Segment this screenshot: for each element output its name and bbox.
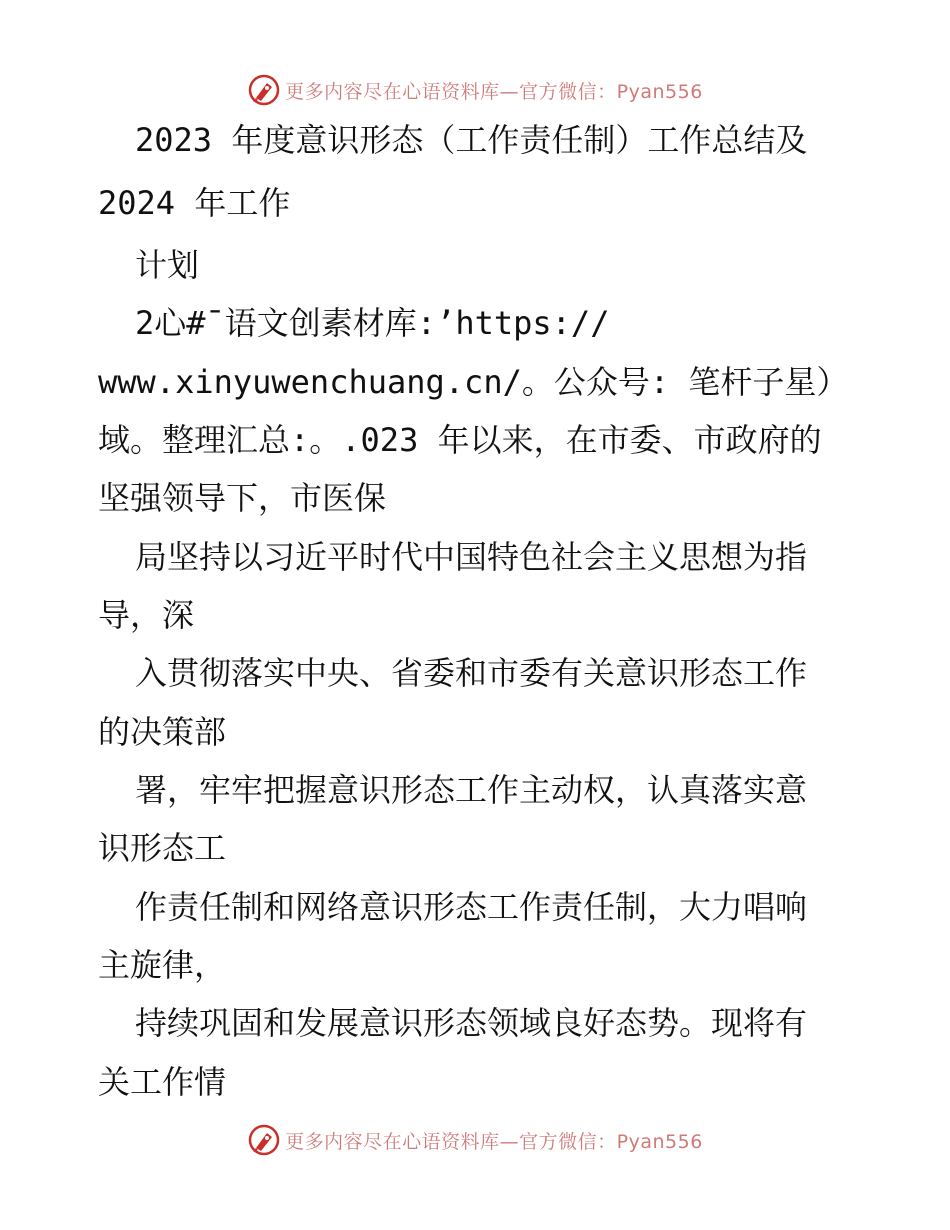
- document-title-line-2: 2024 年工作: [98, 184, 291, 222]
- paragraph-line: 域。整理汇总:。.023 年以来，在市委、市政府的: [98, 421, 822, 459]
- paragraph-line: 关工作情: [98, 1063, 227, 1101]
- watermark-banner-bottom: [0, 1120, 950, 1160]
- paragraph-line: www.xinyuwenchuang.cn/。公众号: 笔杆子星）: [98, 363, 849, 401]
- document-title-line-1: 2023 年度意识形态（工作责任制）工作总结及: [135, 121, 808, 159]
- paragraph-line: 坚强领导下，市医保: [98, 479, 387, 517]
- paragraph-line: 署，牢牢把握意识形态工作主动权，认真落实意: [135, 771, 808, 809]
- paragraph-line: 的决策部: [98, 713, 227, 751]
- document-title-line-3: 计划: [135, 246, 200, 284]
- pen-nib-logo-icon: [247, 1123, 281, 1157]
- pen-nib-logo-icon: [247, 73, 281, 107]
- paragraph-line: 持续巩固和发展意识形态领域良好态势。现将有: [135, 1004, 808, 1042]
- paragraph-line: 主旋律，: [98, 946, 227, 984]
- paragraph-line: 导，深: [98, 596, 195, 634]
- paragraph-line: 局坚持以习近平时代中国特色社会主义思想为指: [135, 538, 808, 576]
- paragraph-line: 作责任制和网络意识形态工作责任制，大力唱响: [135, 888, 808, 926]
- watermark-banner-top: [0, 70, 950, 110]
- watermark-text: 更多内容尽在心语资料库—官方微信：Pyan556: [285, 80, 703, 103]
- paragraph-line: 识形态工: [98, 829, 227, 867]
- paragraph-line: 2心#¯语文创素材库:’https://: [135, 304, 610, 342]
- watermark-text: 更多内容尽在心语资料库—官方微信：Pyan556: [285, 1130, 703, 1153]
- paragraph-line: 入贯彻落实中央、省委和市委有关意识形态工作: [135, 654, 808, 692]
